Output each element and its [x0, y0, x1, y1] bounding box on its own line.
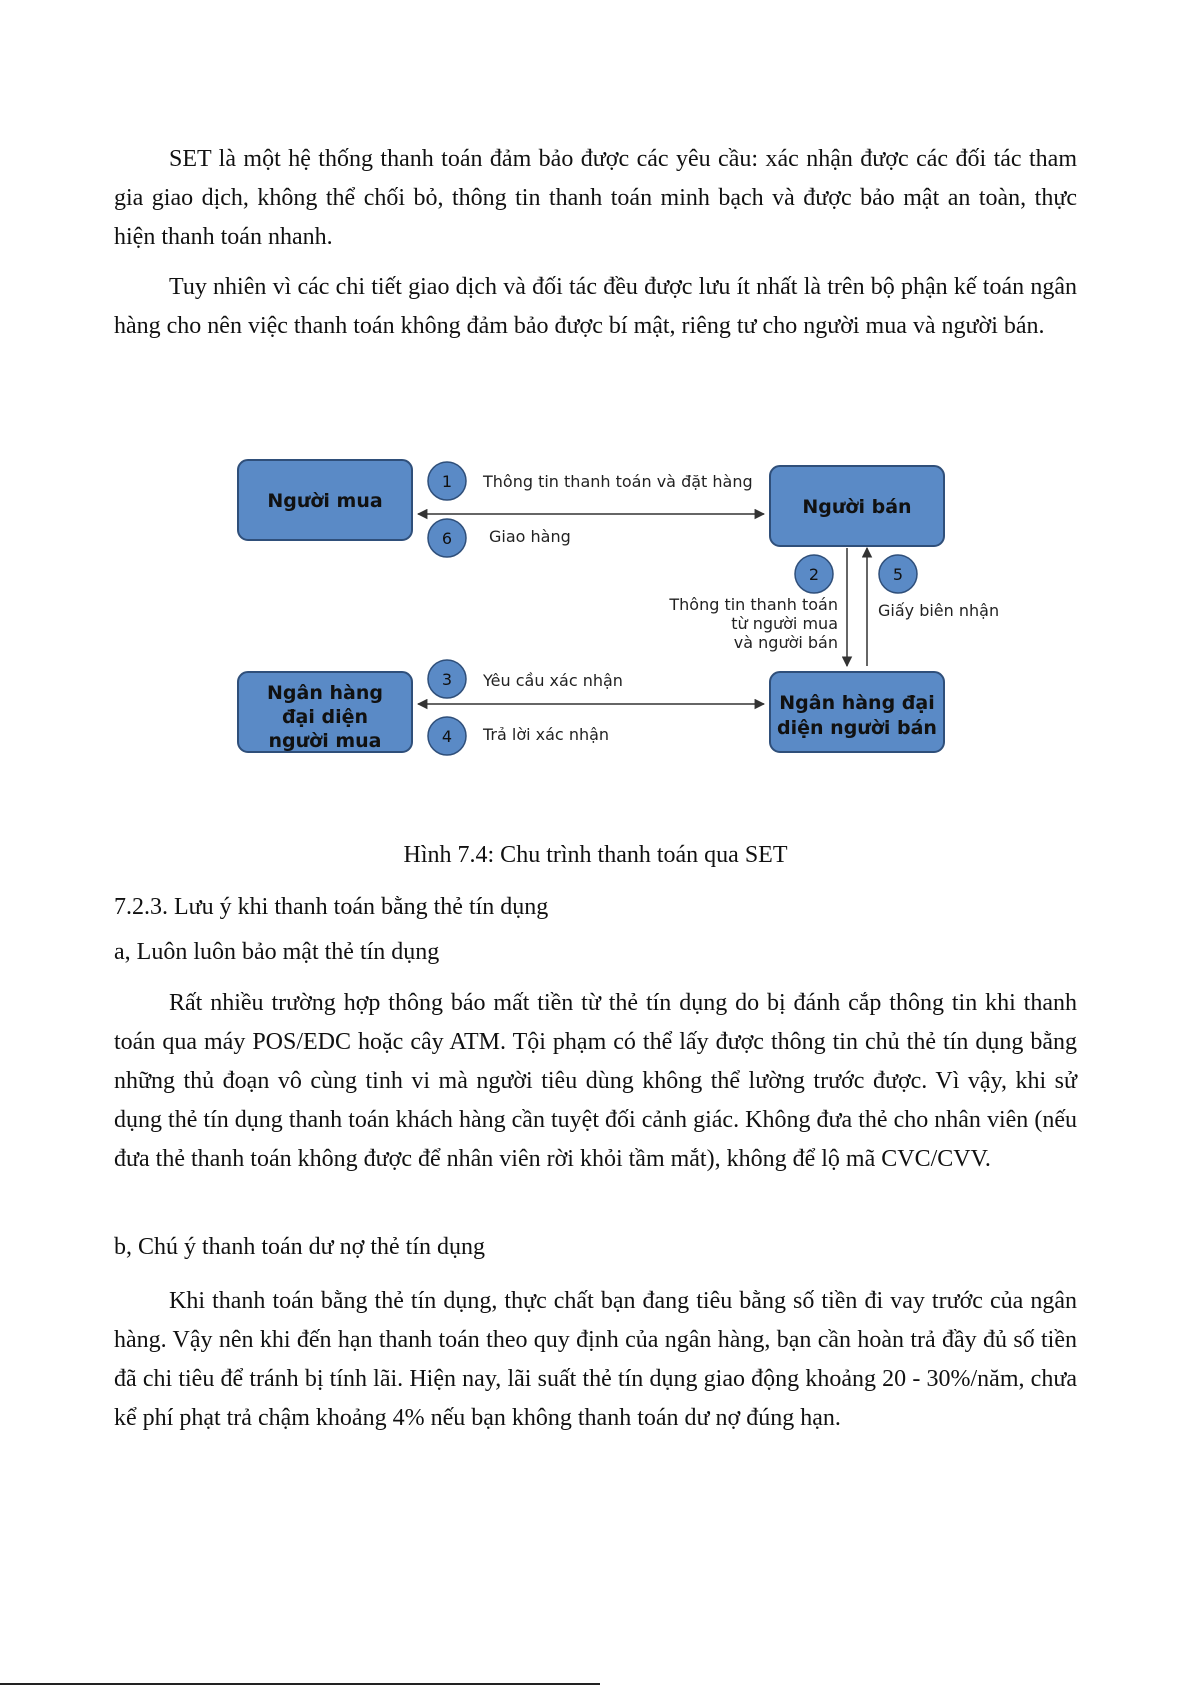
step-6-label: Giao hàng [489, 527, 571, 546]
paragraph-card-security: Rất nhiều trường hợp thông báo mất tiền từ thẻ tín dụng do bị đánh cắp thông tin khi thanh toán qua máy POS/EDC hoặc cây ATM. Tội phạm có thể lấy được thông tin chủ thẻ tín dụng bằng những thủ đoạn vô cùng tinh vi mà người tiêu dùng không thể lường trước được. Vì vậy, khi sử dụng thẻ tín dụng thanh toán khách hàng cần tuyệt đối cảnh giác. Không đưa thẻ cho nhân viên (nếu đưa thẻ thanh toán không được để nhân viên rời khỏi tầm mắt), không để lộ mã CVC/CVV. [114, 990, 1077, 1172]
section-heading: 7.2.3. Lưu ý khi thanh toán bằng thẻ tín dụng [114, 894, 549, 920]
step-4-number: 4 [441, 727, 453, 746]
step-2-label-line2: từ người mua [731, 614, 838, 633]
step-3-label: Yêu cầu xác nhận [483, 671, 623, 690]
figure-caption: Hình 7.4: Chu trình thanh toán qua SET [403, 842, 788, 868]
seller-bank-label-line2: diện người bán [777, 717, 937, 739]
set-payment-cycle-diagram [234, 454, 1000, 764]
step-2-label-line3: và người bán [733, 633, 838, 652]
step-6-number: 6 [441, 529, 453, 548]
step-2-label-line1: Thông tin thanh toán [669, 595, 838, 614]
step-3-number: 3 [441, 670, 453, 689]
paragraph-set-limitation: Tuy nhiên vì các chi tiết giao dịch và đối tác đều được lưu ít nhất là trên bộ phận kế toán ngân hàng cho nên việc thanh toán không đảm bảo được bí mật, riêng tư cho người mua và người bán. [114, 274, 1077, 339]
seller-bank-label-line1: Ngân hàng đại [779, 692, 935, 714]
subheading-a: a, Luôn luôn bảo mật thẻ tín dụng [114, 939, 440, 965]
step-4-label: Trả lời xác nhận [483, 725, 610, 744]
buyer-bank-label-line1: Ngân hàng [267, 682, 383, 704]
seller-label: Người bán [802, 496, 912, 518]
buyer-bank-label-line2: đại diện [281, 706, 369, 728]
paragraph-card-debt: Khi thanh toán bằng thẻ tín dụng, thực chất bạn đang tiêu bằng số tiền đi vay trước của ngân hàng. Vậy nên khi đến hạn thanh toán theo quy định của ngân hàng, bạn cần hoàn trả đầy đủ số tiền đã chi tiêu để tránh bị tính lãi. Hiện nay, lãi suất thẻ tín dụng giao động khoảng 20 - 30%/năm, chưa kể phí phạt trả chậm khoảng 4% nếu bạn không thanh toán dư nợ đúng hạn. [114, 1288, 1077, 1431]
step-2-number: 2 [808, 565, 820, 584]
step-1-label: Thông tin thanh toán và đặt hàng [483, 472, 753, 491]
subheading-b: b, Chú ý thanh toán dư nợ thẻ tín dụng [114, 1234, 486, 1260]
paragraph-set-overview: SET là một hệ thống thanh toán đảm bảo được các yêu cầu: xác nhận được các đối tác tham gia giao dịch, không thể chối bỏ, thông tin thanh toán minh bạch và được bảo mật an toàn, thực hiện thanh toán nhanh. [114, 146, 1077, 250]
buyer-label: Người mua [267, 490, 383, 512]
step-5-label: Giấy biên nhận [878, 601, 1000, 620]
step-1-number: 1 [441, 472, 453, 491]
buyer-bank-label-line3: người mua [268, 730, 382, 752]
step-5-number: 5 [892, 565, 904, 584]
